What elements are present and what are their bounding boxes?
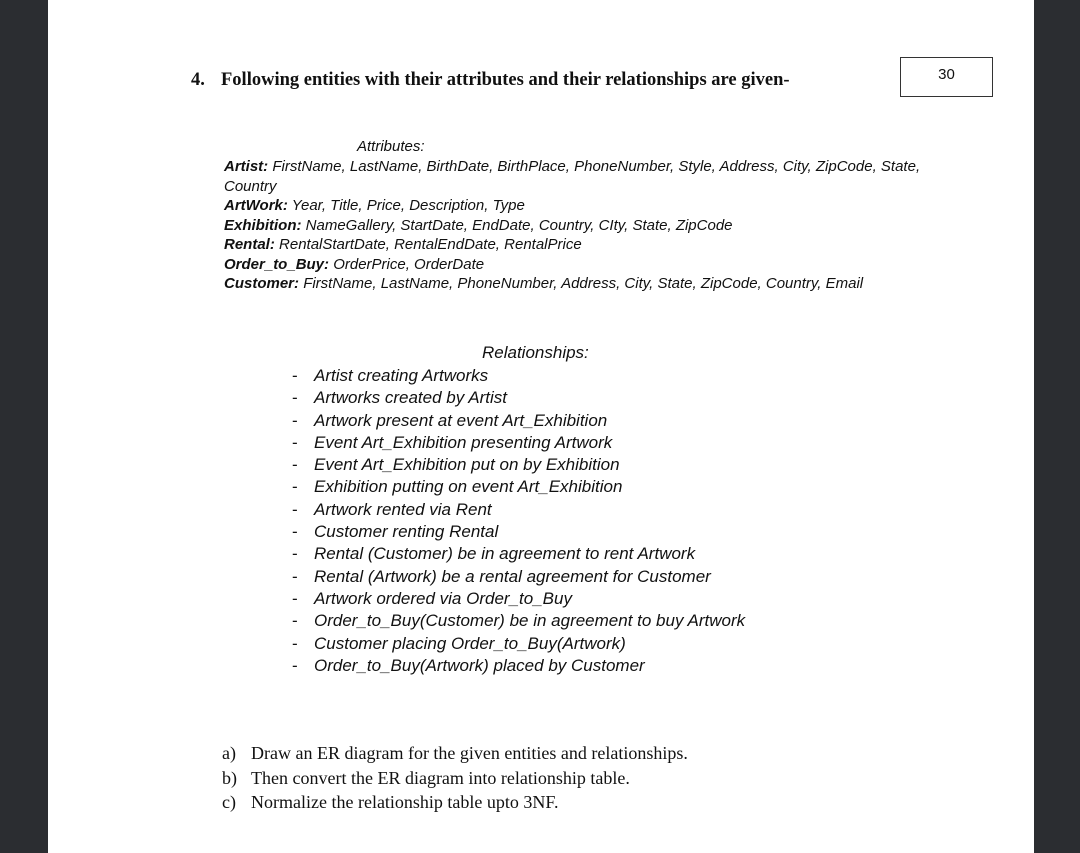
entity-name: Order_to_Buy: <box>224 255 330 273</box>
entity-name: Customer: <box>224 275 300 292</box>
relationship-text: Rental (Customer) be in agreement to rent Artwork <box>314 544 696 564</box>
attribute-row-exhibition <box>224 216 924 236</box>
relationship-item <box>292 566 745 588</box>
relationship-text: Customer renting Rental <box>314 522 499 542</box>
question-text: Following entities with their attributes and their relationships are given- <box>221 70 790 90</box>
entity-name: Rental: <box>224 236 275 253</box>
attribute-row-artwork <box>224 196 924 216</box>
relationship-text: Artist creating Artworks <box>314 366 489 385</box>
relationship-item <box>292 365 745 387</box>
relationship-text: Artworks created by Artist <box>314 388 508 408</box>
relationship-item <box>292 543 745 565</box>
relationships-list <box>292 365 745 677</box>
attribute-row-rental <box>224 235 924 255</box>
bullet-dash: - <box>292 633 298 653</box>
relationship-text: Customer placing Order_to_Buy(Artwork) <box>314 633 626 653</box>
bullet-dash: - <box>292 522 298 542</box>
task-list <box>222 741 688 815</box>
entity-attributes: NameGallery, StartDate, EndDate, Country, CIty, State, ZipCode <box>305 216 733 234</box>
question-heading <box>191 70 790 91</box>
task-item-a <box>222 741 688 766</box>
attribute-row-artist <box>224 157 924 196</box>
attributes-list <box>224 157 924 294</box>
document-page <box>48 0 1034 853</box>
bullet-dash: - <box>292 388 298 408</box>
relationship-item <box>292 432 745 454</box>
entity-attributes: RentalStartDate, RentalEndDate, RentalPrice <box>279 236 582 253</box>
entity-attributes: FirstName, LastName, PhoneNumber, Address, City, State, ZipCode, Country, Email <box>303 275 864 292</box>
entity-name: Artist: <box>224 158 269 175</box>
task-text: Then convert the ER diagram into relationship table. <box>251 767 630 788</box>
relationship-text: Order_to_Buy(Artwork) placed by Customer <box>314 655 645 675</box>
bullet-dash: - <box>292 655 298 675</box>
relationship-text: Rental (Artwork) be a rental agreement for Customer <box>314 566 711 586</box>
relationship-item <box>292 476 745 498</box>
entity-attributes: Year, Title, Price, Description, Type <box>291 197 525 214</box>
bullet-dash: - <box>292 611 298 631</box>
relationship-text: Artwork ordered via Order_to_Buy <box>314 588 572 608</box>
entity-name: ArtWork: <box>224 197 288 214</box>
entity-attributes: FirstName, LastName, BirthDate, BirthPlace, PhoneNumber, Style, Address, City, ZipCode, State, Country <box>224 158 921 195</box>
relationship-text: Artwork present at event Art_Exhibition <box>314 410 608 430</box>
bullet-dash: - <box>292 455 298 475</box>
task-letter: c) <box>222 792 236 812</box>
attribute-row-order-to-buy <box>224 255 924 275</box>
relationship-text: Order_to_Buy(Customer) be in agreement to buy Artwork <box>314 611 746 631</box>
task-item-b <box>222 766 688 791</box>
attribute-row-customer <box>224 274 924 294</box>
bullet-dash: - <box>292 410 298 430</box>
task-item-c <box>222 790 688 815</box>
relationship-item <box>292 454 745 476</box>
bullet-dash: - <box>292 432 298 452</box>
bullet-dash: - <box>292 544 298 564</box>
relationships-title: Relationships: <box>482 343 589 362</box>
relationship-item <box>292 610 745 632</box>
relationship-item <box>292 521 745 543</box>
relationship-item <box>292 633 745 655</box>
relationship-item <box>292 410 745 432</box>
bullet-dash: - <box>292 477 298 497</box>
relationship-item <box>292 655 745 677</box>
relationship-text: Artwork rented via Rent <box>314 499 492 519</box>
relationship-item <box>292 499 745 521</box>
relationship-text: Event Art_Exhibition presenting Artwork <box>314 432 613 452</box>
bullet-dash: - <box>292 499 298 519</box>
attributes-title: Attributes: <box>357 138 425 155</box>
bullet-dash: - <box>292 366 298 385</box>
task-text: Draw an ER diagram for the given entities and relationships. <box>251 743 688 763</box>
question-number: 4. <box>191 70 205 90</box>
relationship-text: Exhibition putting on event Art_Exhibition <box>314 477 623 497</box>
task-letter: a) <box>222 743 236 763</box>
relationship-text: Event Art_Exhibition put on by Exhibition <box>314 455 620 475</box>
relationship-item <box>292 387 745 409</box>
task-text: Normalize the relationship table upto 3NF. <box>251 792 559 812</box>
entity-attributes: OrderPrice, OrderDate <box>333 255 485 273</box>
entity-name: Exhibition: <box>224 216 302 234</box>
task-letter: b) <box>222 767 237 788</box>
bullet-dash: - <box>292 588 298 608</box>
relationship-item <box>292 588 745 610</box>
marks-box: 30 <box>900 57 993 97</box>
bullet-dash: - <box>292 566 298 586</box>
